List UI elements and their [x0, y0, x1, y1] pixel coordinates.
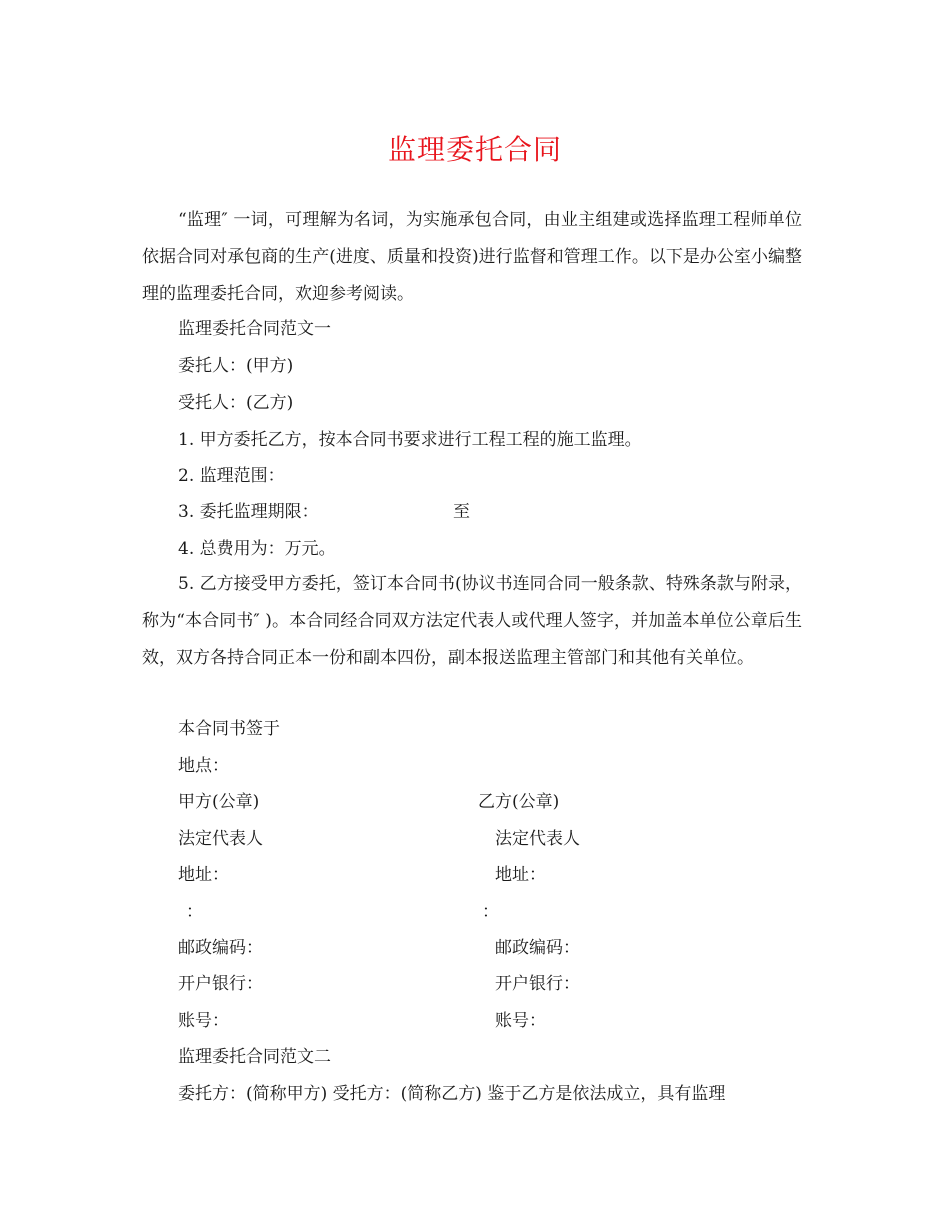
party-b-seal: 乙方(公章)	[478, 792, 560, 812]
signed-at: 本合同书签于	[178, 719, 280, 739]
location-label: 地点：	[178, 756, 229, 776]
party-a-account: 账号：	[178, 1011, 229, 1031]
intro-paragraph: “监理″ 一词，可理解为名词，为实施承包合同，由业主组建或选择监理工程师单位依据合同对承包商的生产(进度、质量和投资)进行监督和管理工作。以下是办公室小编整理的监理委托合同，欢迎参考阅读。	[142, 210, 802, 304]
party-a-bank: 开户银行：	[178, 974, 263, 994]
party-a-address: 地址：	[178, 865, 229, 885]
clause-1: 1. 甲方委托乙方，按本合同书要求进行工程工程的施工监理。	[178, 430, 642, 450]
section2-first-line: 委托方：(简称甲方) 受托方：(简称乙方) 鉴于乙方是依法成立，具有监理	[178, 1084, 726, 1104]
party-a-colon: ：	[186, 902, 203, 922]
party-b-address: 地址：	[495, 865, 546, 885]
party-a-representative: 法定代表人	[178, 829, 263, 849]
clause-4: 4. 总费用为：万元。	[178, 539, 336, 559]
party-b-bank: 开户银行：	[495, 974, 580, 994]
section2-heading: 监理委托合同范文二	[178, 1047, 331, 1067]
party-a-postcode: 邮政编码：	[178, 938, 263, 958]
client-label: 委托人：(甲方)	[178, 356, 294, 376]
party-b-colon: ：	[482, 902, 499, 922]
document-title: 监理委托合同	[387, 133, 562, 166]
party-b-representative: 法定代表人	[495, 829, 580, 849]
section1-heading: 监理委托合同范文一	[178, 319, 331, 339]
agent-label: 受托人：(乙方)	[178, 393, 294, 413]
clause-2: 2. 监理范围：	[178, 466, 285, 486]
party-b-account: 账号：	[495, 1011, 546, 1031]
clause-3-label: 3. 委托监理期限：	[178, 502, 319, 522]
clause-5: 5. 乙方接受甲方委托，签订本合同书(协议书连同合同一般条款、特殊条款与附录，称为“本合同书″ )。本合同经合同双方法定代表人或代理人签字，并加盖本单位公章后生效，双方各持合同正本一份和副本四份，副本报送监理主管部门和其他有关单位。	[142, 574, 802, 668]
party-b-postcode: 邮政编码：	[495, 938, 580, 958]
clause-3-to: 至	[453, 502, 470, 522]
party-a-seal: 甲方(公章)	[178, 792, 260, 812]
